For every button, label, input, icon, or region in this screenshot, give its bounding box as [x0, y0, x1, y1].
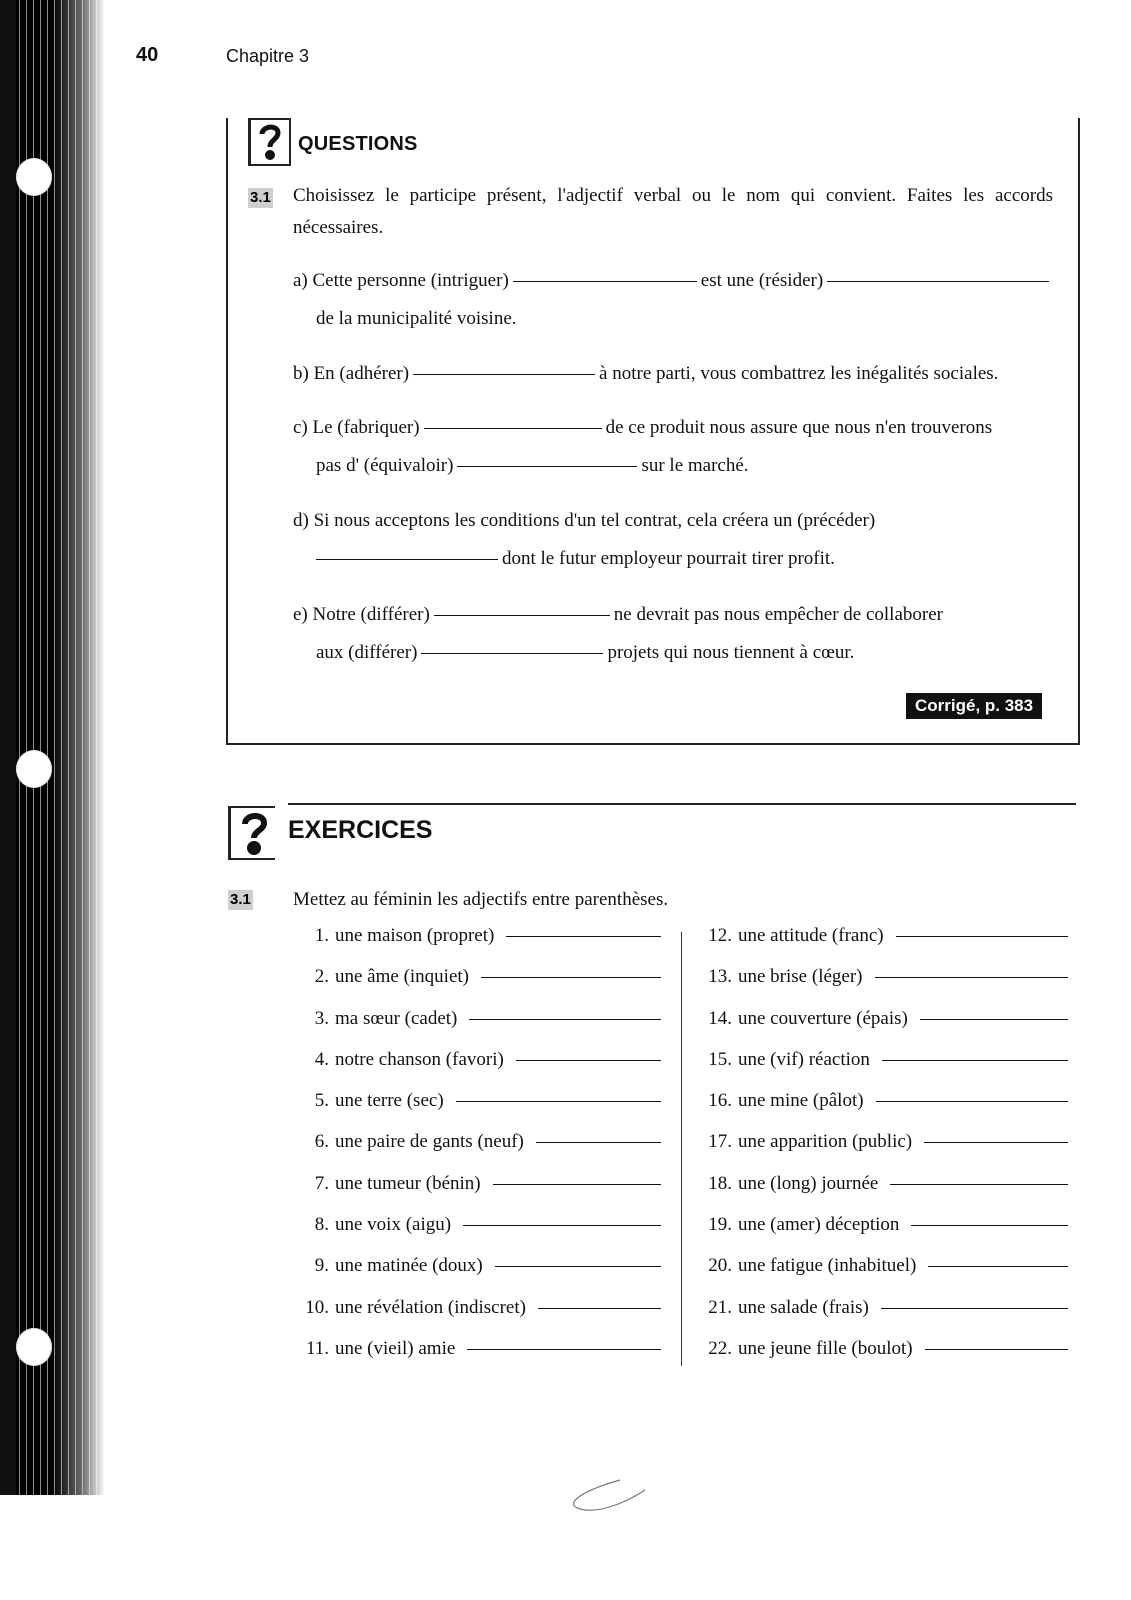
- question-item-e: [293, 596, 1053, 672]
- exercise-item-number: 7.: [314, 1172, 329, 1194]
- exercise-item-number: 22.: [708, 1337, 732, 1359]
- answer-blank[interactable]: [456, 1100, 661, 1102]
- question-item-c: [293, 409, 1053, 485]
- exercise-item-text: une brise (léger): [738, 966, 863, 988]
- exercise-item-text: une voix (aigu): [335, 1214, 452, 1236]
- item-text: de la municipalité voisine.: [316, 308, 517, 329]
- answer-blank[interactable]: [876, 1100, 1068, 1102]
- exercise-item-number: 8.: [314, 1214, 329, 1236]
- exercise-number-badge: 3.1: [230, 891, 251, 908]
- answer-blank[interactable]: [467, 1348, 661, 1350]
- page-number: 40: [136, 44, 159, 66]
- exercise-item-number: 9.: [314, 1255, 329, 1277]
- answer-blank[interactable]: [516, 1059, 661, 1061]
- item-text: aux (différer): [316, 642, 418, 663]
- exercises-heading: EXERCICES: [288, 816, 433, 844]
- exercise-item-number: 15.: [708, 1048, 732, 1070]
- exercise-item: [696, 1049, 1068, 1090]
- exercise-item-text: une fatigue (inhabituel): [738, 1255, 917, 1277]
- answer-blank[interactable]: [920, 1018, 1068, 1020]
- exercise-item-text: une (long) journée: [738, 1172, 879, 1194]
- exercise-item-number: 21.: [708, 1296, 732, 1318]
- exercise-item: [293, 1214, 661, 1255]
- exercise-item: [696, 1090, 1068, 1131]
- answer-blank[interactable]: [513, 280, 697, 282]
- exercise-item-text: une (vif) réaction: [738, 1048, 870, 1070]
- answer-blank[interactable]: [890, 1183, 1068, 1185]
- answer-key-badge: Corrigé, p. 383: [906, 693, 1042, 719]
- answer-blank[interactable]: [875, 976, 1069, 978]
- exercise-item-text: une couverture (épais): [738, 1007, 908, 1029]
- exercise-item-text: une jeune fille (boulot): [738, 1337, 913, 1359]
- exercise-item: [293, 1131, 661, 1172]
- punch-hole: [16, 1328, 52, 1366]
- exercise-item-number: 3.: [314, 1007, 329, 1029]
- exercise-item-number: 20.: [708, 1255, 732, 1277]
- punch-hole: [16, 158, 52, 196]
- section-rule: [288, 803, 1076, 805]
- exercise-item: [293, 1049, 661, 1090]
- question-number-badge: 3.1: [250, 189, 271, 206]
- binding-edge: [16, 0, 104, 1495]
- answer-blank[interactable]: [421, 652, 603, 654]
- exercise-item-text: une (amer) déception: [738, 1214, 900, 1236]
- answer-blank[interactable]: [896, 935, 1068, 937]
- exercise-item: [696, 966, 1068, 1007]
- exercise-item: [696, 1297, 1068, 1338]
- answer-blank[interactable]: [413, 373, 595, 375]
- exercise-item: [293, 1008, 661, 1049]
- exercise-item-text: une révélation (indiscret): [335, 1296, 526, 1318]
- exercise-item-text: une tumeur (bénin): [335, 1172, 481, 1194]
- item-text: c) Le (fabriquer): [293, 417, 420, 438]
- exercise-item-text: une mine (pâlot): [738, 1090, 864, 1112]
- exercise-item-text: notre chanson (favori): [335, 1048, 504, 1070]
- item-text: sur le marché.: [641, 455, 749, 476]
- exercise-item: [696, 1338, 1068, 1379]
- questions-instruction: Choisissez le participe présent, l'adjectif verbal ou le nom qui convient. Faites les accords nécessaires.: [293, 185, 1053, 238]
- item-text: ne devrait pas nous empêcher de collaborer: [613, 604, 943, 625]
- exercise-item-number: 6.: [314, 1131, 329, 1153]
- item-text: à notre parti, vous combattrez les inégalités sociales.: [599, 363, 999, 384]
- exercise-item-text: une attitude (franc): [738, 925, 884, 946]
- exercises-instruction: Mettez au féminin les adjectifs entre parenthèses.: [293, 889, 669, 910]
- question-mark-icon: [228, 806, 275, 860]
- binding-shadow: [0, 0, 16, 1495]
- exercise-item-number: 18.: [708, 1172, 732, 1194]
- exercise-item: [293, 925, 661, 966]
- answer-blank[interactable]: [881, 1307, 1068, 1309]
- answer-blank[interactable]: [463, 1224, 661, 1226]
- exercise-item-text: une apparition (public): [738, 1131, 913, 1153]
- exercise-item-text: une paire de gants (neuf): [335, 1131, 524, 1153]
- answer-blank[interactable]: [882, 1059, 1068, 1061]
- item-text: b) En (adhérer): [293, 363, 410, 384]
- question-item-d: [293, 502, 1053, 578]
- answer-blank[interactable]: [469, 1018, 661, 1020]
- answer-blank[interactable]: [928, 1265, 1068, 1267]
- exercise-item: [696, 1214, 1068, 1255]
- exercise-item-text: une terre (sec): [335, 1090, 444, 1112]
- exercise-item-number: 19.: [708, 1214, 732, 1236]
- exercise-item: [293, 1090, 661, 1131]
- exercise-item-number: 13.: [708, 966, 732, 988]
- exercise-item: [293, 1173, 661, 1214]
- item-text: e) Notre (différer): [293, 604, 430, 625]
- exercise-item-number: 16.: [708, 1090, 732, 1112]
- exercise-item-text: une (vieil) amie: [335, 1337, 456, 1359]
- item-text: a) Cette personne (intriguer): [293, 270, 509, 291]
- exercise-item: [293, 1338, 661, 1379]
- answer-blank[interactable]: [911, 1224, 1068, 1226]
- exercise-item: [293, 1255, 661, 1296]
- exercise-item: [696, 1173, 1068, 1214]
- answer-blank[interactable]: [495, 1265, 661, 1267]
- exercise-item-text: une maison (propret): [335, 925, 495, 946]
- answer-blank[interactable]: [457, 465, 637, 467]
- exercise-item-text: une âme (inquiet): [335, 966, 470, 988]
- exercise-item-text: une salade (frais): [738, 1296, 869, 1318]
- exercise-item: [293, 966, 661, 1007]
- answer-blank[interactable]: [925, 1348, 1068, 1350]
- item-text: est une (résider): [700, 270, 824, 291]
- exercise-item-number: 12.: [708, 925, 732, 946]
- item-text: projets qui nous tiennent à cœur.: [607, 642, 855, 663]
- answer-blank[interactable]: [424, 427, 602, 429]
- exercise-item-number: 17.: [708, 1131, 732, 1153]
- exercise-item: [696, 1008, 1068, 1049]
- item-text: de ce produit nous assure que nous n'en trouverons: [605, 417, 993, 438]
- exercise-item-number: 4.: [314, 1048, 329, 1070]
- pencil-mark: [560, 1470, 660, 1520]
- answer-blank[interactable]: [538, 1307, 661, 1309]
- exercise-item: [696, 925, 1068, 966]
- exercise-item-number: 5.: [314, 1090, 329, 1112]
- exercise-item-text: une matinée (doux): [335, 1255, 483, 1277]
- question-item-b: [293, 355, 1053, 393]
- exercise-item: [696, 1131, 1068, 1172]
- questions-heading: QUESTIONS: [298, 133, 418, 155]
- answer-blank[interactable]: [481, 976, 661, 978]
- exercise-item: [293, 1297, 661, 1338]
- chapter-title: Chapitre 3: [226, 46, 310, 66]
- exercise-column-right: [696, 925, 1068, 1379]
- exercise-item-number: 14.: [708, 1007, 732, 1029]
- item-text: dont le futur employeur pourrait tirer profit.: [502, 548, 835, 569]
- answer-blank[interactable]: [924, 1141, 1068, 1143]
- exercise-item: [696, 1255, 1068, 1296]
- column-divider: [681, 932, 682, 1366]
- exercise-item-number: 2.: [314, 966, 329, 988]
- answer-blank[interactable]: [434, 614, 610, 616]
- item-text: d) Si nous acceptons les conditions d'un tel contrat, cela créera un (précéder): [293, 510, 876, 531]
- exercise-item-number: 11.: [305, 1337, 329, 1359]
- answer-blank[interactable]: [493, 1183, 661, 1185]
- answer-blank[interactable]: [316, 558, 498, 560]
- question-item-a: [293, 262, 1053, 338]
- answer-blank[interactable]: [506, 935, 661, 937]
- exercise-item-number: 10.: [305, 1296, 329, 1318]
- exercise-column-left: [293, 925, 661, 1379]
- answer-blank[interactable]: [827, 280, 1049, 282]
- item-text: pas d' (équivaloir): [316, 455, 454, 476]
- punch-hole: [16, 750, 52, 788]
- exercise-item-text: ma sœur (cadet): [335, 1007, 458, 1029]
- exercise-item-number: 1.: [314, 925, 329, 946]
- question-mark-icon: [248, 118, 291, 166]
- answer-blank[interactable]: [536, 1141, 661, 1143]
